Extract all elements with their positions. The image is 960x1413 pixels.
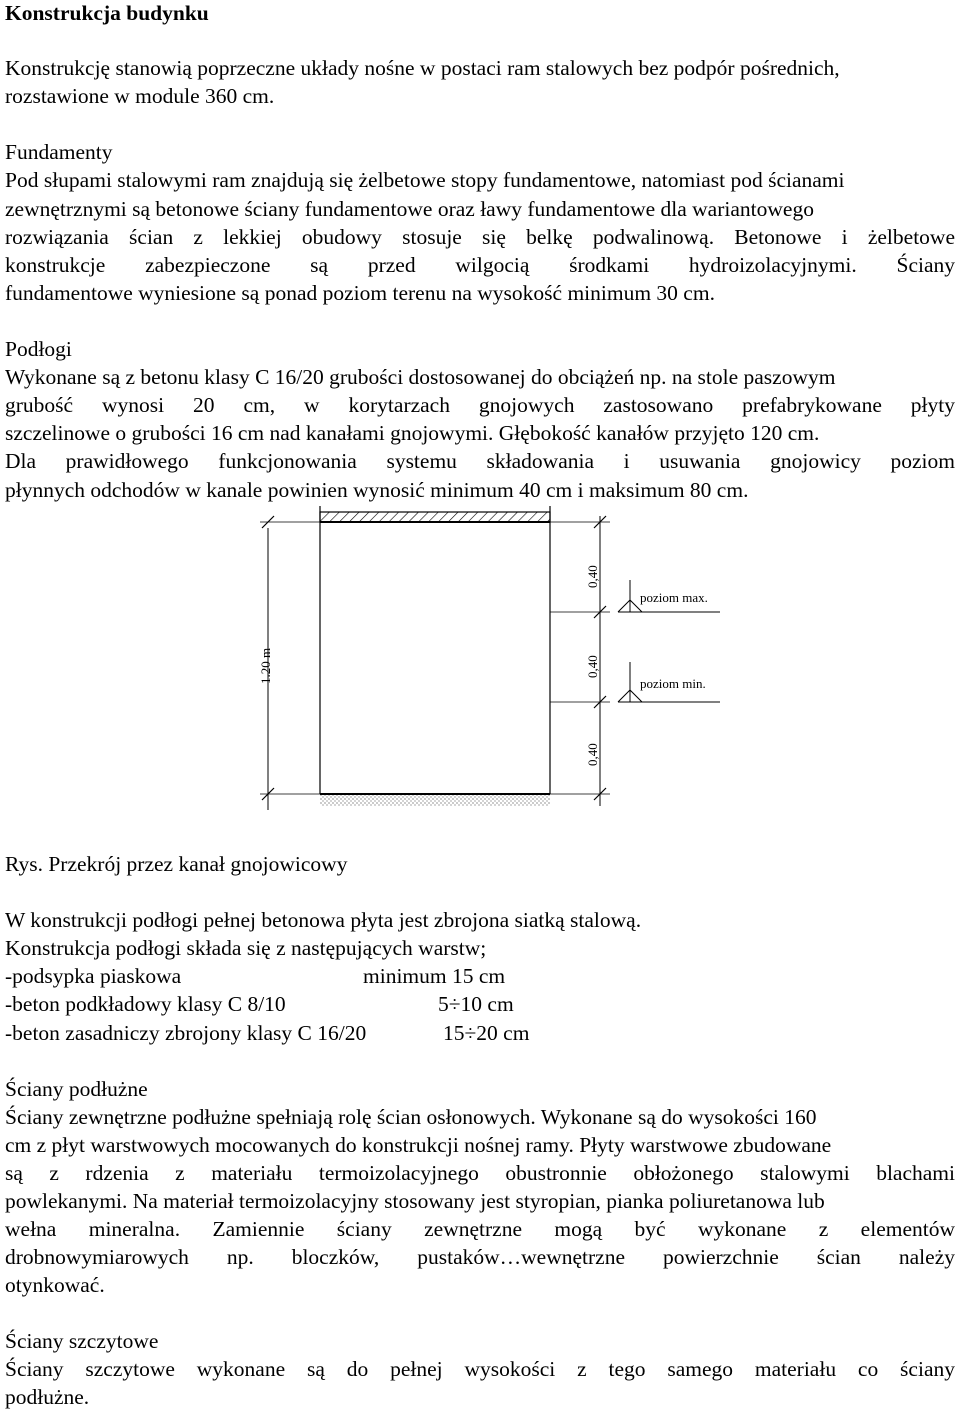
total-height-label: 1.20 m	[258, 647, 273, 684]
document-title: Konstrukcja budynku	[5, 1, 209, 25]
paragraph-line: konstrukcje zabezpieczone są przed wilgocią środkami hydroizolacyjnymi. Ściany	[5, 253, 955, 277]
paragraph-line: Dla prawidłowego funkcjonowania systemu składowania i usuwania gnojowicy poziom	[5, 449, 955, 473]
paragraph-line: szczelinowe o grubości 16 cm nad kanałami gnojowymi. Głębokość kanałów przyjęto 120 cm.	[5, 421, 820, 445]
layer-name: -podsypka piaskowa	[5, 964, 182, 988]
paragraph-line: rozwiązania ścian z lekkiej obudowy stosuje się belkę podwalinową. Betonowe i żelbetowe	[5, 225, 955, 249]
channel-bottom	[320, 794, 550, 806]
paragraph-line: wełna mineralna. Zamiennie ściany zewnętrzne mogą być wykonane z elementów	[5, 1217, 955, 1241]
intro-line: rozstawione w module 360 cm.	[5, 84, 275, 108]
paragraph-line: Ściany szczytowe wykonane są do pełnej wysokości z tego samego materiału co ściany	[5, 1357, 955, 1381]
paragraph-line: są z rdzenia z materiału termoizolacyjnego obustronnie obłożonego stalowymi blachami	[5, 1161, 955, 1185]
paragraph-line: Ściany zewnętrzne podłużne spełniają rolę ścian osłonowych. Wykonane są do wysokości 160	[5, 1105, 817, 1129]
layer-value: 15÷20 cm	[443, 1021, 530, 1045]
paragraph-line: W konstrukcji podłogi pełnej betonowa płyta jest zbrojona siatką stalową.	[5, 908, 642, 932]
paragraph-line: drobnowymiarowych np. bloczków, pustaków…wewnętrzne powierzchnie ścian należy	[5, 1245, 955, 1269]
level-max-label: poziom max.	[640, 590, 708, 605]
layer-name: -beton zasadniczy zbrojony klasy C 16/20	[5, 1021, 367, 1045]
paragraph-line: zewnętrznymi są betonowe ściany fundamentowe oraz ławy fundamentowe dla wariantowego	[5, 197, 814, 221]
segment-label-middle: 0,40	[585, 655, 600, 678]
paragraph-line: Pod słupami stalowymi ram znajdują się żelbetowe stopy fundamentowe, natomiast pod ścianami	[5, 168, 845, 192]
paragraph-line: Konstrukcja podłogi składa się z następujących warstw;	[5, 936, 487, 960]
channel-cross-section-figure	[240, 502, 730, 812]
section-heading-fundamenty: Fundamenty	[5, 140, 113, 164]
intro-line: Konstrukcję stanowią poprzeczne układy nośne w postaci ram stalowych bez podpór pośrednich,	[5, 56, 840, 80]
paragraph-line: otynkować.	[5, 1273, 105, 1297]
section-heading-sciany-szczytowe: Ściany szczytowe	[5, 1329, 159, 1353]
paragraph-line: fundamentowe wyniesione są ponad poziom terenu na wysokość minimum 30 cm.	[5, 281, 715, 305]
layer-value: minimum 15 cm	[363, 964, 506, 988]
paragraph-line: cm z płyt warstwowych mocowanych do konstrukcji nośnej ramy. Płyty warstwowe zbudowane	[5, 1133, 832, 1157]
paragraph-line: podłużne.	[5, 1385, 90, 1409]
layer-value: 5÷10 cm	[438, 992, 514, 1016]
section-heading-podlogi: Podłogi	[5, 337, 72, 361]
paragraph-line: płynnych odchodów w kanale powinien wynosić minimum 40 cm i maksimum 80 cm.	[5, 478, 749, 502]
slatted-floor	[320, 512, 550, 522]
section-heading-sciany-podluzne: Ściany podłużne	[5, 1077, 148, 1101]
level-min-label: poziom min.	[640, 676, 706, 691]
paragraph-line: powlekanymi. Na materiał termoizolacyjny stosowany jest styropian, pianka poliuretanowa lub	[5, 1189, 825, 1213]
paragraph-line: Wykonane są z betonu klasy C 16/20 grubości dostosowanej do obciążeń np. na stole paszowym	[5, 365, 836, 389]
segment-label-top: 0,40	[585, 565, 600, 588]
figure-caption: Rys. Przekrój przez kanał gnojowicowy	[5, 852, 348, 876]
segment-label-bottom: 0,40	[585, 743, 600, 766]
layer-name: -beton podkładowy klasy C 8/10	[5, 992, 286, 1016]
paragraph-line: grubość wynosi 20 cm, w korytarzach gnojowych zastosowano prefabrykowane płyty	[5, 393, 955, 417]
